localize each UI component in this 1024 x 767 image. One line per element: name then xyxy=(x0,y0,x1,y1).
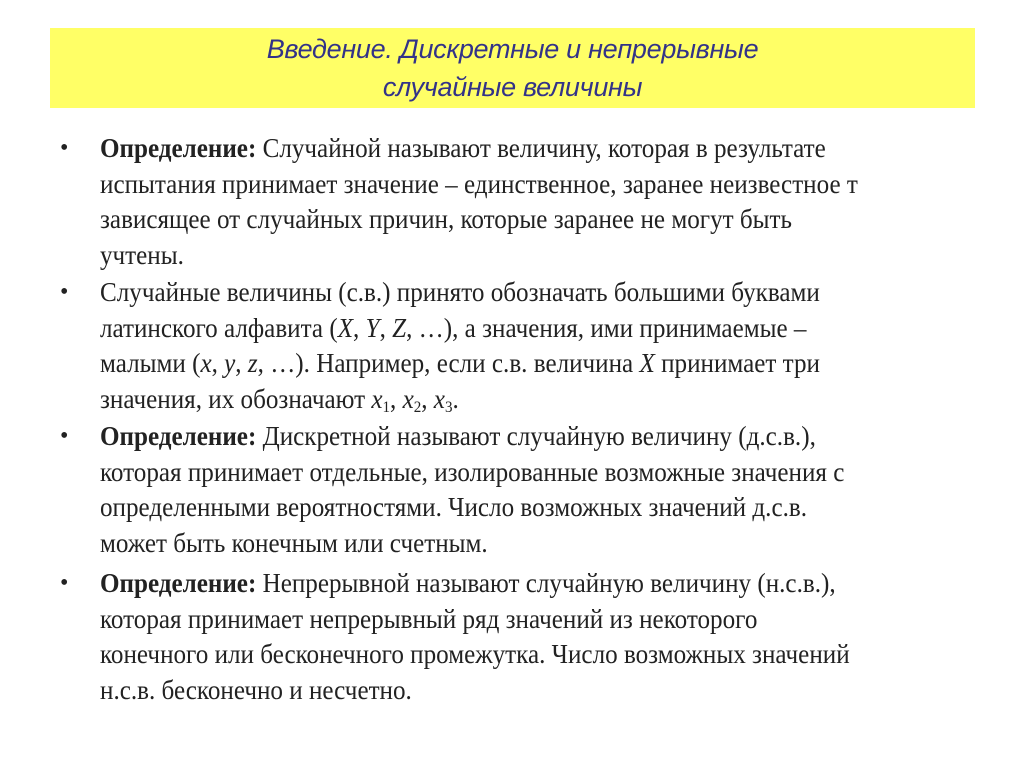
text-segment: Z xyxy=(392,312,407,343)
text-segment: , xyxy=(390,383,403,414)
text-line xyxy=(100,346,820,382)
slide-title-line-2: случайные величины xyxy=(382,72,643,102)
text-segment: X xyxy=(639,348,655,378)
text-segment: X xyxy=(337,312,354,343)
text-segment: , …). Например, если с.в. величина xyxy=(257,348,640,378)
text-segment: , …), а значения, ими принимаемые – xyxy=(406,312,807,343)
text-line xyxy=(100,602,850,638)
text-segment: . xyxy=(452,383,459,414)
text-segment: , xyxy=(421,383,434,414)
text-segment: x xyxy=(433,383,445,414)
text-segment: зависящее от случайных причин, которые заранее не могут быть xyxy=(100,204,792,234)
text-segment: может быть конечным или счетным. xyxy=(100,527,488,558)
text-segment: малыми ( xyxy=(100,348,201,378)
paragraph-definition-discrete xyxy=(60,419,900,561)
text-segment: x xyxy=(402,383,414,414)
text-segment: Случайные величины (с.в.) принято обозначать большими буквами xyxy=(100,277,820,307)
text-line xyxy=(100,167,858,203)
definition-label: Определение: xyxy=(100,421,257,451)
subscript: 3 xyxy=(444,397,453,416)
definition-label: Определение: xyxy=(100,133,257,163)
paragraph-notation xyxy=(60,275,874,425)
text-segment: Дискретной называют случайную величину (д.с.в.), xyxy=(256,421,816,451)
text-segment: x xyxy=(371,383,383,414)
text-segment: н.с.в. бесконечно и несчетно. xyxy=(100,674,412,705)
subscript: 2 xyxy=(413,397,422,416)
text-line xyxy=(100,275,820,311)
bullet-icon: • xyxy=(60,423,69,449)
text-segment: y xyxy=(224,348,236,378)
text-segment: Y xyxy=(365,312,380,343)
text-segment: , xyxy=(379,312,393,343)
text-line xyxy=(100,637,850,673)
subscript: 1 xyxy=(382,397,391,416)
definition-label: Определение: xyxy=(100,568,257,598)
text-segment: определенными вероятностями. Число возможных значений д.с.в. xyxy=(100,492,808,522)
title-band xyxy=(50,28,975,108)
text-line xyxy=(100,526,844,562)
text-segment: которая принимает отдельные, изолированные возможные значения с xyxy=(100,456,845,487)
bullet-icon: • xyxy=(60,570,69,596)
text-segment: , xyxy=(211,348,225,378)
text-line xyxy=(100,202,858,238)
text-segment: x xyxy=(200,348,212,378)
text-line xyxy=(100,311,820,347)
text-line xyxy=(100,455,844,491)
text-line xyxy=(100,131,858,167)
text-line xyxy=(100,238,858,274)
paragraph-definition-random-variable xyxy=(60,131,915,273)
text-segment: принимает три xyxy=(654,348,820,378)
text-line xyxy=(100,490,844,526)
text-line xyxy=(100,673,850,709)
paragraph-definition-continuous xyxy=(60,566,906,708)
text-segment: Непрерывной называют случайную величину (н.с.в.), xyxy=(256,568,836,598)
text-segment: , xyxy=(353,312,366,343)
text-line xyxy=(100,566,850,602)
text-segment: значения, их обозначают xyxy=(100,383,372,414)
text-segment: Случайной называют величину, которая в результате xyxy=(256,133,826,163)
text-segment: , xyxy=(235,348,248,378)
text-segment: латинского алфавита ( xyxy=(100,312,338,343)
text-segment: z xyxy=(247,348,258,378)
text-segment: которая принимает непрерывный ряд значений из некоторого xyxy=(100,603,758,634)
text-line xyxy=(100,419,844,455)
slide-title-line-1: Введение. Дискретные и непрерывные xyxy=(266,34,759,64)
bullet-icon: • xyxy=(60,279,69,305)
bullet-icon: • xyxy=(60,135,69,161)
text-segment: учтены. xyxy=(100,239,184,270)
text-segment: конечного или бесконечного промежутка. Число возможных значений xyxy=(100,639,850,669)
text-segment: испытания принимает значение – единственное, заранее неизвестное т xyxy=(100,168,858,199)
